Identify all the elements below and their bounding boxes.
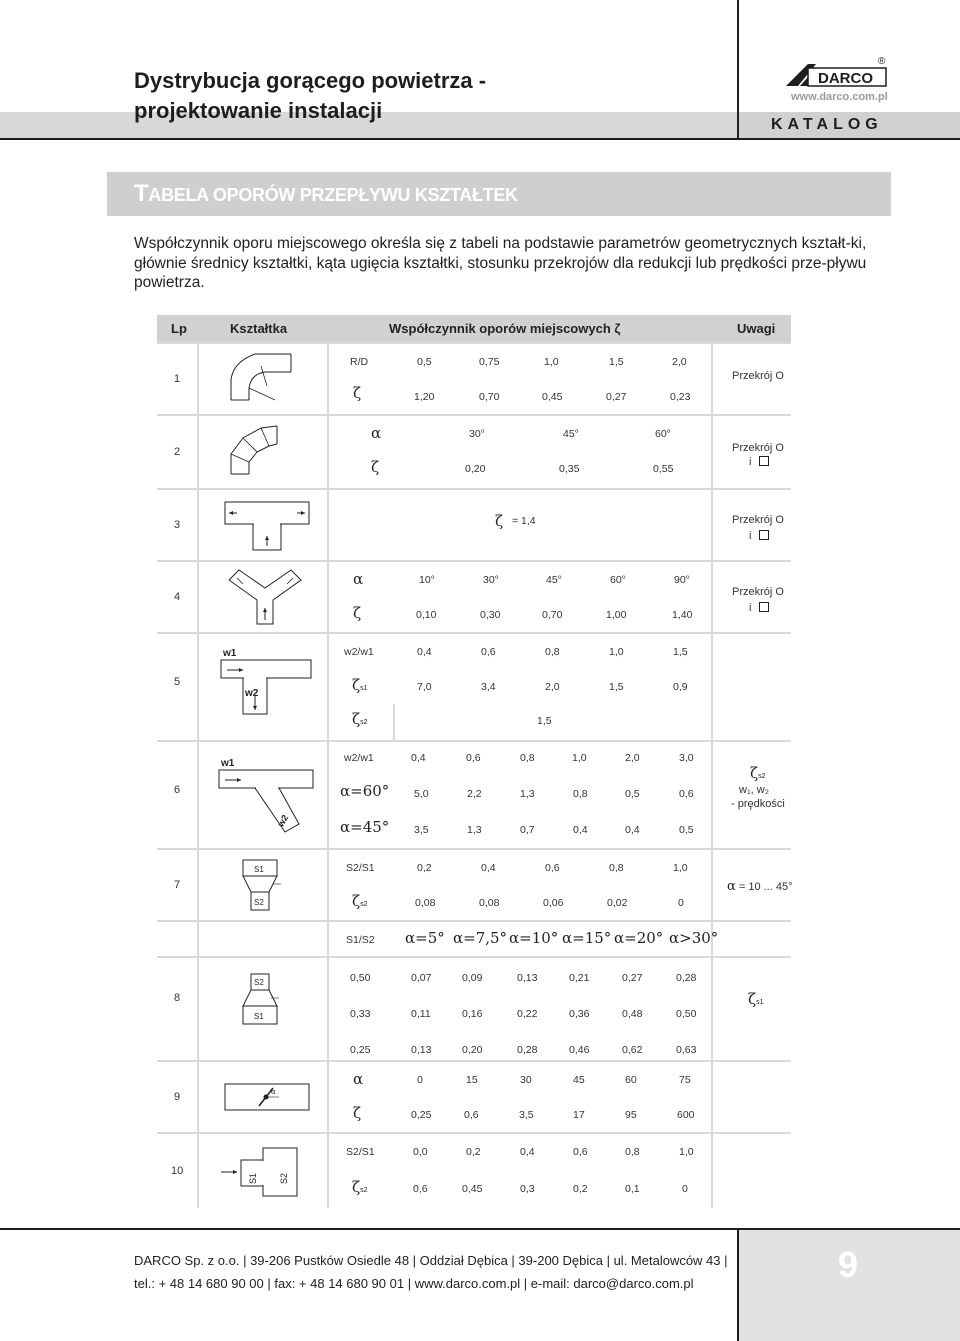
- row4-note-2: i: [749, 602, 769, 614]
- row6-val: 0,4: [573, 824, 588, 836]
- table-row: [157, 742, 791, 848]
- row10-val: 0,4: [520, 1146, 535, 1158]
- row10-val: 0,3: [520, 1183, 535, 1195]
- row4-val: 0,30: [480, 609, 501, 621]
- y-branch-icon: [225, 566, 305, 630]
- s2-label: S2: [279, 1172, 289, 1184]
- row5-val: 1,5: [609, 681, 624, 693]
- row7-label-b: ζs2: [352, 892, 368, 910]
- row9-val: 30: [520, 1074, 532, 1086]
- row5-label-a: w2/w1: [344, 646, 374, 658]
- row8-val: 0,16: [462, 1008, 483, 1020]
- table-row: [157, 634, 791, 740]
- table-header: [157, 315, 791, 342]
- row6-val: 0,6: [679, 788, 694, 800]
- row-number: 1: [174, 373, 181, 385]
- row4-val: 90°: [674, 574, 690, 586]
- row8-val: 0,21: [569, 972, 590, 984]
- row8-val: 0,62: [622, 1044, 643, 1056]
- row6-val: 3,0: [679, 752, 694, 764]
- w2-label: w2: [245, 688, 259, 699]
- darco-logo-icon: [786, 56, 888, 90]
- row8-val: 0,13: [517, 972, 538, 984]
- row-number: 5: [174, 676, 181, 688]
- registered-mark: ®: [878, 56, 886, 67]
- table-row: [157, 344, 791, 414]
- header-notes: Uwagi: [737, 321, 776, 336]
- row4-val: 0,10: [416, 609, 437, 621]
- row7-val: 0,4: [481, 862, 496, 874]
- row4-val: 45°: [546, 574, 562, 586]
- row9-val: 45: [573, 1074, 585, 1086]
- row10-val: 0,2: [466, 1146, 481, 1158]
- row8-val: 0,46: [569, 1044, 590, 1056]
- row3-note: Przekrój O: [732, 514, 784, 526]
- row1-val: 2,0: [672, 356, 687, 368]
- row-number: 10: [171, 1165, 184, 1177]
- table-row: [157, 562, 791, 632]
- row10-val: 0: [682, 1183, 688, 1195]
- row9-val: 0,25: [411, 1109, 432, 1121]
- row1-label-b: ζ: [353, 384, 362, 402]
- header-lp: Lp: [171, 321, 187, 336]
- row8-val: 0,25: [350, 1044, 371, 1056]
- footer-contact: tel.: + 48 14 680 90 00 | fax: + 48 14 680 90 01 | www.darco.com.pl | e-mail: darco@darco.com.pl: [134, 1276, 694, 1291]
- s1-label: S1: [254, 865, 264, 874]
- row10-val: 0,6: [573, 1146, 588, 1158]
- angled-branch-icon: [215, 756, 319, 840]
- row9-val: 75: [679, 1074, 691, 1086]
- row1-val: 0,75: [479, 356, 500, 368]
- row3-note-2: i: [749, 530, 769, 542]
- w2-label: w2: [275, 813, 291, 829]
- row7-val: 0,06: [543, 897, 564, 909]
- row7-note: α = 10 ... 45°: [727, 879, 793, 894]
- row6-note-2: w₁, w₂: [739, 784, 769, 796]
- square-section-icon: [759, 602, 769, 612]
- row-number: 6: [174, 784, 181, 796]
- row6-note-symbol: ζs2: [750, 764, 766, 782]
- row2-val: 0,35: [559, 463, 580, 475]
- w1-label: w1: [223, 648, 237, 659]
- header-coefficient: Współczynnik oporów miejscowych ζ: [389, 321, 621, 336]
- s1-label: S1: [254, 1012, 264, 1021]
- row10-label-a: S2/S1: [346, 1146, 375, 1158]
- row8-note-symbol: ζs1: [748, 990, 764, 1008]
- title-line-2: projektowanie instalacji: [134, 98, 383, 123]
- row-number: 8: [174, 992, 181, 1004]
- row8-val: 0,07: [411, 972, 432, 984]
- row9-val: 0: [417, 1074, 423, 1086]
- reducer-contraction-icon: [237, 856, 297, 916]
- header-divider-vertical: [737, 0, 739, 140]
- row-number: 2: [174, 446, 181, 458]
- document-title: [134, 66, 486, 126]
- svg-text:α: α: [271, 1088, 276, 1096]
- row1-val: 1,0: [544, 356, 559, 368]
- row7-val: 0,02: [607, 897, 628, 909]
- row1-label-a: R/D: [350, 356, 369, 368]
- section-title-rest: ABELA OPORÓW PRZEPŁYWU KSZTAŁTEK: [148, 185, 518, 205]
- row1-val: 0,70: [479, 391, 500, 403]
- row5-val: 1,0: [609, 646, 624, 658]
- row5-val: 0,4: [417, 646, 432, 658]
- row5-val: 1,5: [673, 646, 688, 658]
- row-number: 4: [174, 591, 181, 603]
- row8-head: α=7,5°: [453, 929, 508, 947]
- row2-val: 60°: [655, 428, 671, 440]
- table-row: [157, 922, 791, 1060]
- catalog-label: KATALOG: [771, 116, 883, 133]
- row8-val: 0,50: [350, 972, 371, 984]
- s1-label: S1: [248, 1172, 258, 1184]
- row1-val: 1,5: [609, 356, 624, 368]
- row8-head: α=20°: [614, 929, 664, 947]
- row9-label-a: α: [353, 1070, 364, 1088]
- row-number: 3: [174, 519, 181, 531]
- row-number: 7: [174, 879, 181, 891]
- row5-val: 1,5: [537, 715, 552, 727]
- row1-note: Przekrój O: [732, 370, 784, 382]
- row1-val: 0,45: [542, 391, 563, 403]
- row4-val: 1,40: [672, 609, 693, 621]
- branch-tee-flow-icon: [217, 646, 317, 730]
- diffuser-expansion-icon: [237, 970, 297, 1030]
- w1-label: w1: [221, 758, 235, 769]
- row8-val: 0,33: [350, 1008, 371, 1020]
- row4-label-b: ζ: [353, 604, 362, 622]
- row9-val: 0,6: [464, 1109, 479, 1121]
- row6-val: 2,2: [467, 788, 482, 800]
- row2-val: 0,20: [465, 463, 486, 475]
- row9-label-b: ζ: [353, 1104, 362, 1122]
- row6-val: 5,0: [414, 788, 429, 800]
- row2-label-a: α: [371, 424, 382, 442]
- row7-val: 0,8: [609, 862, 624, 874]
- intro-paragraph: Współczynnik oporu miejscowego określa się z tabeli na podstawie parametrów geometrycznych kształt-ki, głównie średnicy kształtki, kąta ugięcia kształtki, stosunku przekrojów dla redukcji lub prędkości prze-pływu powietrza.: [134, 235, 867, 291]
- header-shape: Kształtka: [230, 321, 288, 336]
- square-section-icon: [759, 530, 769, 540]
- row8-val: 0,28: [517, 1044, 538, 1056]
- row10-val: 0,1: [625, 1183, 640, 1195]
- row5-val: 0,6: [481, 646, 496, 658]
- row2-val: 45°: [563, 428, 579, 440]
- row7-val: 0,2: [417, 862, 432, 874]
- row6-val: 0,6: [466, 752, 481, 764]
- row8-val: 0,28: [676, 972, 697, 984]
- row8-val: 0,48: [622, 1008, 643, 1020]
- row6-val: 0,5: [679, 824, 694, 836]
- sudden-expansion-icon: [215, 1142, 319, 1200]
- brand-text: DARCO: [818, 70, 873, 87]
- row2-label-b: ζ: [371, 458, 380, 476]
- row8-val: 0,36: [569, 1008, 590, 1020]
- row6-val: 0,5: [625, 788, 640, 800]
- row4-val: 30°: [483, 574, 499, 586]
- row2-note: Przekrój O: [732, 442, 784, 454]
- row10-val: 0,0: [413, 1146, 428, 1158]
- section-title-initial: T: [134, 180, 149, 207]
- row6-val: 0,4: [625, 824, 640, 836]
- row6-val: 3,5: [414, 824, 429, 836]
- row8-val: 0,63: [676, 1044, 697, 1056]
- section-title: [134, 180, 518, 208]
- elbow-bend-icon: [225, 350, 305, 408]
- row8-label-head: S1/S2: [346, 934, 375, 946]
- row-number: 9: [174, 1091, 181, 1103]
- row7-val: 0,6: [545, 862, 560, 874]
- table-row: [157, 416, 791, 488]
- row8-val: 0,27: [622, 972, 643, 984]
- s2-label: S2: [254, 978, 264, 987]
- segmented-elbow-icon: [225, 422, 305, 482]
- row8-head: α=5°: [405, 929, 445, 947]
- row5-label-c: ζs2: [352, 710, 368, 728]
- row6-label-a: w2/w1: [344, 752, 374, 764]
- row2-val: 0,55: [653, 463, 674, 475]
- row10-label-b: ζs2: [352, 1178, 368, 1196]
- table-row: [157, 1062, 791, 1132]
- row1-val: 0,27: [606, 391, 627, 403]
- row10-val: 0,45: [462, 1183, 483, 1195]
- brand-website: www.darco.com.pl: [791, 91, 888, 103]
- row6-label-c: α=45°: [340, 818, 390, 836]
- row7-val: 0: [678, 897, 684, 909]
- resistance-table: [157, 315, 791, 1208]
- row7-label-a: S2/S1: [346, 862, 375, 874]
- row4-val: 60°: [610, 574, 626, 586]
- row8-val: 0,11: [411, 1008, 431, 1020]
- row6-val: 1,3: [467, 824, 482, 836]
- row8-val: 0,22: [517, 1008, 538, 1020]
- row5-val: 0,8: [545, 646, 560, 658]
- row3-value: = 1,4: [512, 515, 536, 527]
- title-line-1: Dystrybucja gorącego powietrza -: [134, 68, 487, 93]
- row4-val: 10°: [419, 574, 435, 586]
- row3-symbol: ζ: [495, 512, 504, 530]
- row6-val: 1,0: [572, 752, 587, 764]
- row5-label-b: ζs1: [352, 676, 368, 694]
- row9-val: 15: [466, 1074, 478, 1086]
- row9-val: 3,5: [519, 1109, 534, 1121]
- row7-val: 0,08: [415, 897, 436, 909]
- row6-val: 2,0: [625, 752, 640, 764]
- row10-val: 0,8: [625, 1146, 640, 1158]
- row4-label-a: α: [353, 570, 364, 588]
- row2-val: 30°: [469, 428, 485, 440]
- row2-note-2: i: [749, 456, 769, 468]
- row4-val: 0,70: [542, 609, 563, 621]
- row4-note: Przekrój O: [732, 586, 784, 598]
- row8-head: α=10°: [509, 929, 559, 947]
- row6-val: 0,8: [520, 752, 535, 764]
- damper-valve-icon: [221, 1078, 313, 1118]
- row7-val: 1,0: [673, 862, 688, 874]
- tee-fitting-icon: [217, 496, 317, 556]
- row5-val: 3,4: [481, 681, 496, 693]
- row1-val: 0,5: [417, 356, 432, 368]
- row6-val: 0,4: [411, 752, 426, 764]
- page-number: 9: [838, 1244, 859, 1285]
- row6-note-3: - prędkości: [731, 798, 785, 810]
- row6-val: 0,8: [573, 788, 588, 800]
- row9-val: 95: [625, 1109, 637, 1121]
- row5-val: 0,9: [673, 681, 688, 693]
- row5-val: 7,0: [417, 681, 432, 693]
- s2-label: S2: [254, 898, 264, 907]
- row6-label-b: α=60°: [340, 782, 390, 800]
- table-row: [157, 490, 791, 560]
- row9-val: 600: [677, 1109, 695, 1121]
- header-divider-horizontal: [0, 138, 960, 140]
- row8-head: α>30°: [669, 929, 719, 947]
- table-row: [157, 1134, 791, 1208]
- row8-val: 0,09: [462, 972, 483, 984]
- row8-val: 0,50: [676, 1008, 697, 1020]
- row8-head: α=15°: [562, 929, 612, 947]
- row10-val: 1,0: [679, 1146, 694, 1158]
- row10-val: 0,2: [573, 1183, 588, 1195]
- row6-val: 1,3: [520, 788, 535, 800]
- square-section-icon: [759, 456, 769, 466]
- row8-val: 0,20: [462, 1044, 483, 1056]
- row6-val: 0,7: [520, 824, 535, 836]
- row8-val: 0,13: [411, 1044, 432, 1056]
- row9-val: 17: [573, 1109, 585, 1121]
- row1-val: 1,20: [414, 391, 435, 403]
- row7-val: 0,08: [479, 897, 500, 909]
- table-row: [157, 850, 791, 920]
- row10-val: 0,6: [413, 1183, 428, 1195]
- footer-address: DARCO Sp. z o.o. | 39-206 Pustków Osiedle 48 | Oddział Dębica | 39-200 Dębica | ul. Metalowców 43 |: [134, 1253, 728, 1268]
- row1-val: 0,23: [670, 391, 691, 403]
- row5-val: 2,0: [545, 681, 560, 693]
- row4-val: 1,00: [606, 609, 627, 621]
- row9-val: 60: [625, 1074, 637, 1086]
